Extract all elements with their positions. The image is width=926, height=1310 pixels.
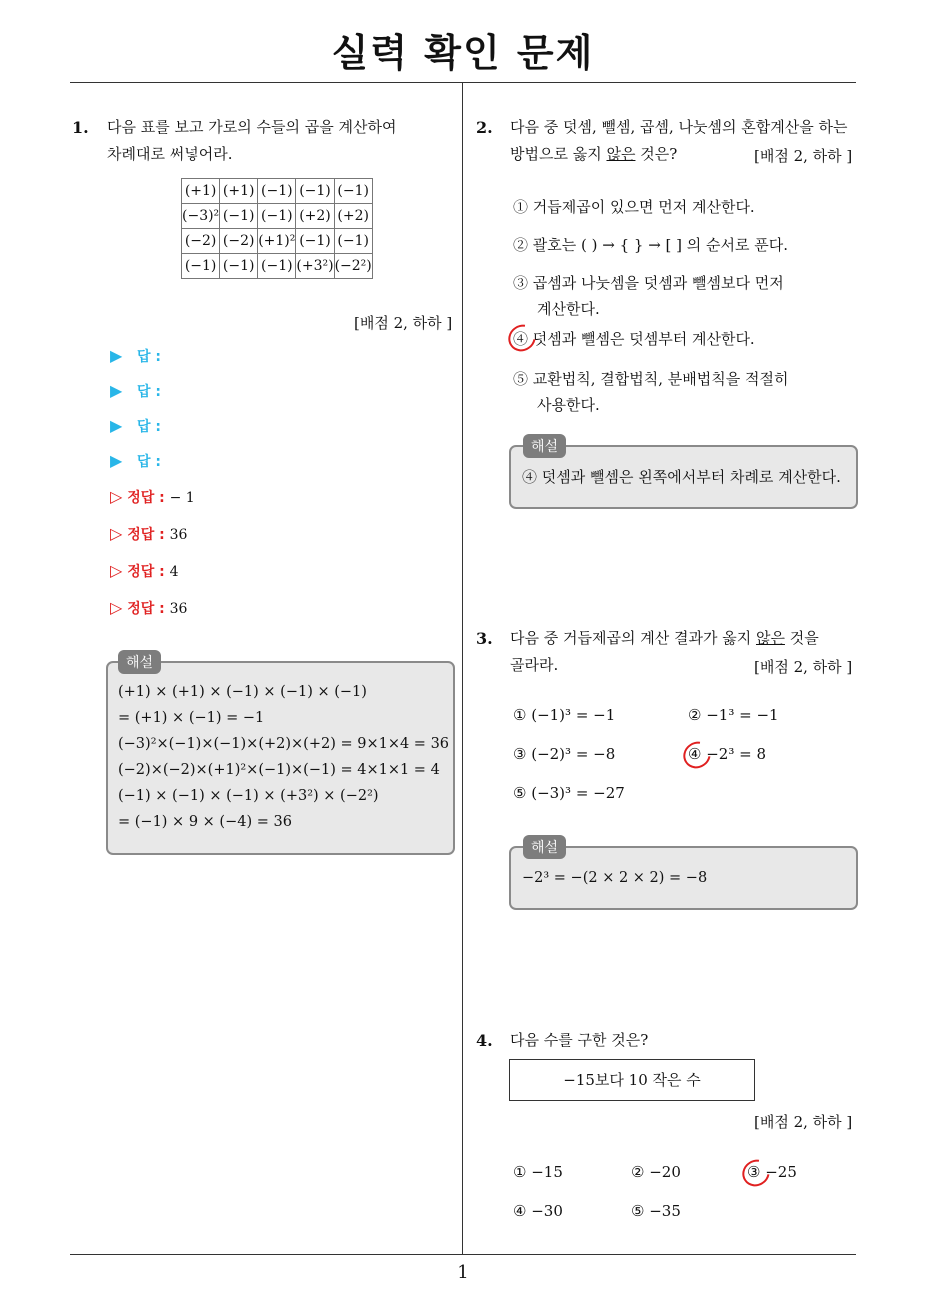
q2-score: [배점 2, 하하 ]: [754, 147, 853, 165]
q1-question: [107, 114, 396, 168]
solution-label: 정답 :: [127, 564, 165, 580]
table-cell: (−2): [182, 229, 220, 254]
answer-circle-mark: [678, 736, 716, 773]
answer-label: 답 :: [136, 419, 161, 435]
solution-marker-icon: ▷: [110, 561, 123, 580]
table-cell: (+2): [334, 204, 372, 229]
q2-choice-5-cont: 사용한다.: [537, 396, 600, 414]
q4-score: [배점 2, 하하 ]: [754, 1113, 853, 1131]
solution-label: 정답 :: [127, 527, 165, 543]
q1-number-table: [181, 178, 373, 279]
page-number: 1: [457, 1262, 469, 1283]
solution-marker-icon: ▷: [110, 598, 123, 617]
q3-text-line2: 골라라.: [510, 656, 559, 674]
answer-label: 답 :: [136, 454, 161, 470]
q2-explanation: ④ 덧셈과 뺄셈은 왼쪽에서부터 차례로 계산한다.: [522, 468, 841, 486]
q3-choice-1[interactable]: ① (−1)³ = −1: [513, 706, 616, 724]
solution-value: 36: [169, 527, 188, 543]
q3-text-part: 것을: [784, 629, 819, 647]
answer-marker-icon: ▶: [110, 451, 123, 470]
q2-choice-2[interactable]: ② 괄호는 ( ) → { } → [ ] 의 순서로 푼다.: [513, 236, 789, 254]
table-cell: (+1)²: [258, 229, 296, 254]
q3-text-part: 다음 중 거듭제곱의 계산 결과가 옳지: [510, 629, 756, 647]
solution-row: [110, 598, 187, 618]
answer-row: [110, 381, 161, 401]
q4-number: 4.: [476, 1031, 493, 1050]
q3-explanation: −2³ = −(2 × 2 × 2) = −8: [522, 870, 708, 886]
answer-circle-mark: [737, 1154, 775, 1191]
explanation-line: = (+1) × (−1) = −1: [118, 710, 265, 726]
solution-row: [110, 487, 195, 507]
q2-choice-4[interactable]: ④ 덧셈과 뺄셈은 덧셈부터 계산한다.: [513, 330, 755, 348]
q2-choice-3[interactable]: ③ 곱셈과 나눗셈을 덧셈과 뺄셈보다 먼저: [513, 274, 784, 292]
table-cell: (−2²): [334, 254, 372, 279]
explanation-tag: 해설: [523, 835, 566, 859]
answer-marker-icon: ▶: [110, 346, 123, 365]
q3-choice-5[interactable]: ⑤ (−3)³ = −27: [513, 784, 625, 802]
q4-condition-box: −15보다 10 작은 수: [509, 1059, 755, 1101]
q3-text-line1: [510, 625, 819, 652]
table-cell: (−1): [258, 179, 296, 204]
solution-marker-icon: ▷: [110, 524, 123, 543]
column-divider: [462, 83, 463, 1255]
q2-choice-3-cont: 계산한다.: [537, 300, 600, 318]
page-title: 실력 확인 문제: [331, 31, 595, 75]
table-row: [182, 254, 373, 279]
solution-label: 정답 :: [127, 490, 165, 506]
table-cell: (−1): [258, 254, 296, 279]
solution-value: 4: [169, 564, 179, 580]
table-cell: (−1): [334, 179, 372, 204]
solution-row: [110, 561, 179, 581]
q4-choice-5[interactable]: ⑤ −35: [631, 1202, 681, 1220]
q2-underlined-word: 않은: [606, 145, 636, 163]
q2-choice-1[interactable]: ① 거듭제곱이 있으면 먼저 계산한다.: [513, 198, 755, 216]
top-rule: [70, 82, 856, 83]
q1-text-line1: 다음 표를 보고 가로의 수들의 곱을 계산하여: [107, 118, 397, 136]
q3-score: [배점 2, 하하 ]: [754, 658, 853, 676]
q2-text-line1: 다음 중 덧셈, 뺄셈, 곱셈, 나눗셈의 혼합계산을 하는: [510, 118, 848, 136]
q3-choice-2[interactable]: ② −1³ = −1: [688, 706, 779, 724]
bottom-rule: [70, 1254, 856, 1255]
explanation-line: (−3)²×(−1)×(−1)×(+2)×(+2) = 9×1×4 = 36: [118, 736, 450, 752]
explanation-tag: 해설: [118, 650, 161, 674]
answer-label: 답 :: [136, 384, 161, 400]
table-cell: (−1): [258, 204, 296, 229]
solution-marker-icon: ▷: [110, 487, 123, 506]
table-cell: (−1): [296, 229, 334, 254]
solution-label: 정답 :: [127, 601, 165, 617]
q3-number: 3.: [476, 629, 493, 648]
q3-choice-3[interactable]: ③ (−2)³ = −8: [513, 745, 616, 763]
table-cell: (+1): [220, 179, 258, 204]
table-cell: (−1): [296, 179, 334, 204]
explanation-line: = (−1) × 9 × (−4) = 36: [118, 814, 292, 830]
answer-row: [110, 346, 161, 366]
q1-number: 1.: [72, 118, 89, 137]
q2-number: 2.: [476, 118, 493, 137]
table-row: [182, 179, 373, 204]
explanation-line: (−1) × (−1) × (−1) × (+3²) × (−2²): [118, 788, 379, 804]
q2-text-part: 방법으로 옳지: [510, 145, 607, 163]
q3-underlined-word: 않은: [755, 629, 785, 647]
answer-row: [110, 451, 161, 471]
table-cell: (−2): [220, 229, 258, 254]
q2-text-part: 것은?: [635, 145, 678, 163]
explanation-line: (−2)×(−2)×(+1)²×(−1)×(−1) = 4×1×1 = 4: [118, 762, 440, 778]
table-cell: (−1): [220, 254, 258, 279]
explanation-line: (+1) × (+1) × (−1) × (−1) × (−1): [118, 684, 367, 700]
q4-choice-4[interactable]: ④ −30: [513, 1202, 563, 1220]
table-cell: (−3)²: [182, 204, 220, 229]
table-cell: (+2): [296, 204, 334, 229]
q4-question: 다음 수를 구한 것은?: [510, 1031, 649, 1049]
q2-choice-5[interactable]: ⑤ 교환법칙, 결합법칙, 분배법칙을 적절히: [513, 370, 789, 388]
table-cell: (−1): [334, 229, 372, 254]
q4-choice-3[interactable]: ③ −25: [747, 1163, 797, 1181]
q4-choice-2[interactable]: ② −20: [631, 1163, 681, 1181]
table-row: [182, 204, 373, 229]
table-cell: (−1): [220, 204, 258, 229]
solution-value: 36: [169, 601, 188, 617]
table-cell: (+1): [182, 179, 220, 204]
solution-value: − 1: [169, 490, 195, 506]
answer-marker-icon: ▶: [110, 416, 123, 435]
q1-score: [배점 2, 하하 ]: [354, 314, 453, 332]
explanation-tag: 해설: [523, 434, 566, 458]
solution-row: [110, 524, 187, 544]
q4-choice-1[interactable]: ① −15: [513, 1163, 563, 1181]
table-row: [182, 229, 373, 254]
q1-text-line2: 차례대로 써넣어라.: [107, 145, 233, 163]
answer-marker-icon: ▶: [110, 381, 123, 400]
table-cell: (−1): [182, 254, 220, 279]
answer-circle-mark: [503, 319, 541, 356]
answer-row: [110, 416, 161, 436]
q1-explanation: [118, 679, 449, 835]
answer-label: 답 :: [136, 349, 161, 365]
q3-choice-4[interactable]: ④ −2³ = 8: [688, 745, 766, 763]
table-cell: (+3²): [296, 254, 334, 279]
